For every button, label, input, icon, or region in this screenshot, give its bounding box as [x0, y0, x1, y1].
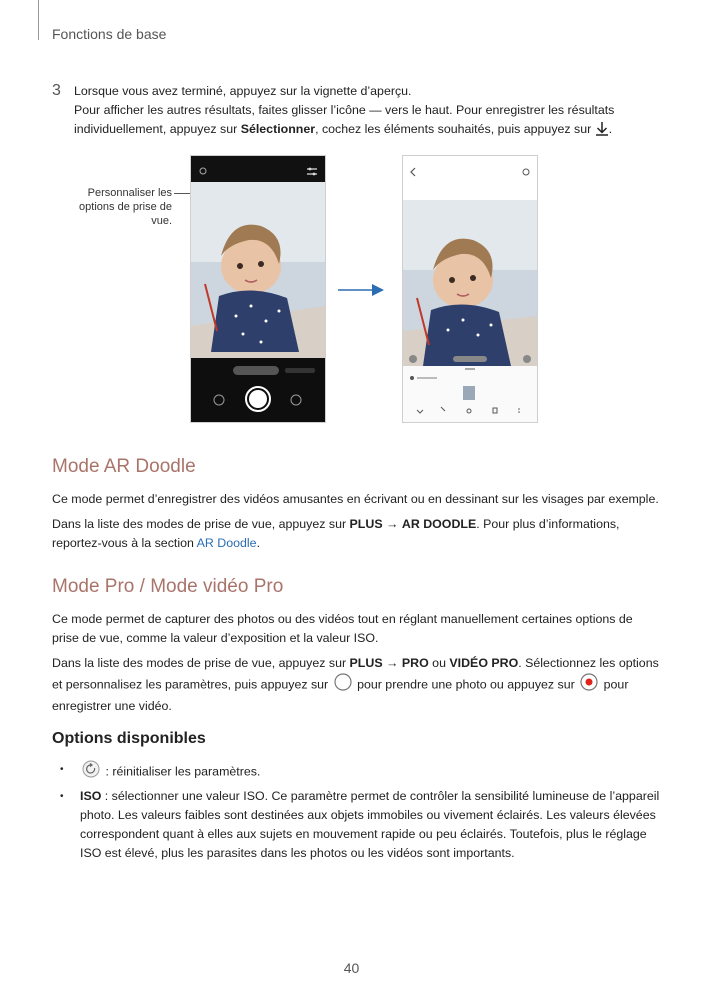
running-header: Fonctions de base — [52, 26, 167, 42]
text: ou — [428, 656, 450, 670]
bullet: • — [60, 764, 64, 775]
text: Dans la liste des modes de prise de vue, appuyez sur — [52, 517, 350, 531]
customize-options-callout: Personnaliser les options de prise de vue. — [79, 187, 172, 227]
step-text: Pour afficher les autres résultats, faites glisser l’icône — vers le haut. Pour enregistrer les résultats individuellement, appuyez sur — [74, 103, 615, 136]
select-keyword: Sélectionner — [240, 122, 316, 136]
reset-icon — [82, 760, 100, 784]
pro-keyword: PRO — [401, 656, 429, 670]
transition-arrow — [338, 282, 386, 303]
step-line-1: Lorsque vous avez terminé, appuyez sur la vignette d’aperçu. — [74, 84, 412, 98]
text: pour enregistrer une vidéo. — [52, 677, 629, 713]
list-item — [60, 760, 670, 784]
options-title: Options disponibles — [52, 730, 206, 747]
pro-mode-body — [52, 610, 662, 722]
section-title-ar-doodle: Mode AR Doodle — [52, 456, 196, 477]
download-icon — [595, 121, 609, 142]
step-line-2 — [74, 101, 664, 142]
ar-doodle-para-1: Ce mode permet d’enregistrer des vidéos amusantes en écrivant ou en dessinant sur les visages par exemple. — [52, 492, 659, 506]
ar-doodle-link[interactable]: AR Doodle — [196, 536, 257, 550]
more-keyword: PLUS — [349, 656, 383, 670]
iso-keyword: ISO — [80, 789, 102, 803]
camera-preview-illustration — [191, 156, 325, 422]
list-item — [60, 787, 670, 863]
bullet: • — [60, 791, 64, 802]
gallery-preview-illustration — [403, 156, 537, 422]
camera-screen-mockup — [190, 155, 326, 423]
text: . Sélectionnez les options et personnalisez les paramètres, puis appuyez sur — [52, 656, 659, 692]
text: . Pour plus d’informations, reportez-vous à la section — [52, 517, 620, 550]
page-number: 40 — [343, 960, 360, 976]
section-title-pro-mode: Mode Pro / Mode vidéo Pro — [52, 576, 284, 597]
step-text: , cochez les éléments souhaités, puis appuyez sur — [315, 122, 595, 136]
arrow-text: → — [382, 656, 402, 670]
gallery-screen-mockup — [402, 155, 538, 423]
record-icon — [580, 673, 598, 697]
reset-description: : réinitialiser les paramètres. — [102, 764, 261, 779]
more-keyword: PLUS — [349, 517, 383, 531]
step-number: 3 — [52, 82, 61, 99]
header-divider — [38, 0, 39, 40]
step-body — [74, 82, 664, 142]
arrow-text: → — [382, 517, 402, 531]
ar-doodle-keyword: AR DOODLE — [401, 517, 477, 531]
options-list — [60, 760, 670, 866]
iso-description: : sélectionner une valeur ISO. Ce paramètre permet de contrôler la sensibilité lumineuse de l’appareil photo. Les valeurs faibles sont destinées aux objets immobiles ou vivement éclairés. Les valeurs élevées correspondent quant à elles aux sujets en mouvement rapide ou peu éclairés. Toutefois, plus le réglage ISO est élevé, plus les parasites dans les photos ou les vidéos sont importants. — [80, 789, 660, 860]
step-text: . — [608, 122, 613, 136]
pro-mode-para-2 — [52, 654, 662, 716]
video-pro-keyword: VIDÉO PRO — [449, 656, 519, 670]
text: pour prendre une photo ou appuyez sur — [353, 677, 579, 692]
pro-mode-para-1: Ce mode permet de capturer des photos ou des vidéos tout en réglant manuellement certaines options de prise de vue, comme la valeur d’exposition et la valeur ISO. — [52, 612, 633, 645]
text: Dans la liste des modes de prise de vue, appuyez sur — [52, 656, 350, 670]
ar-doodle-body — [52, 490, 662, 559]
ar-doodle-para-2 — [52, 515, 662, 553]
text: . — [256, 536, 261, 550]
shutter-icon — [334, 673, 352, 697]
